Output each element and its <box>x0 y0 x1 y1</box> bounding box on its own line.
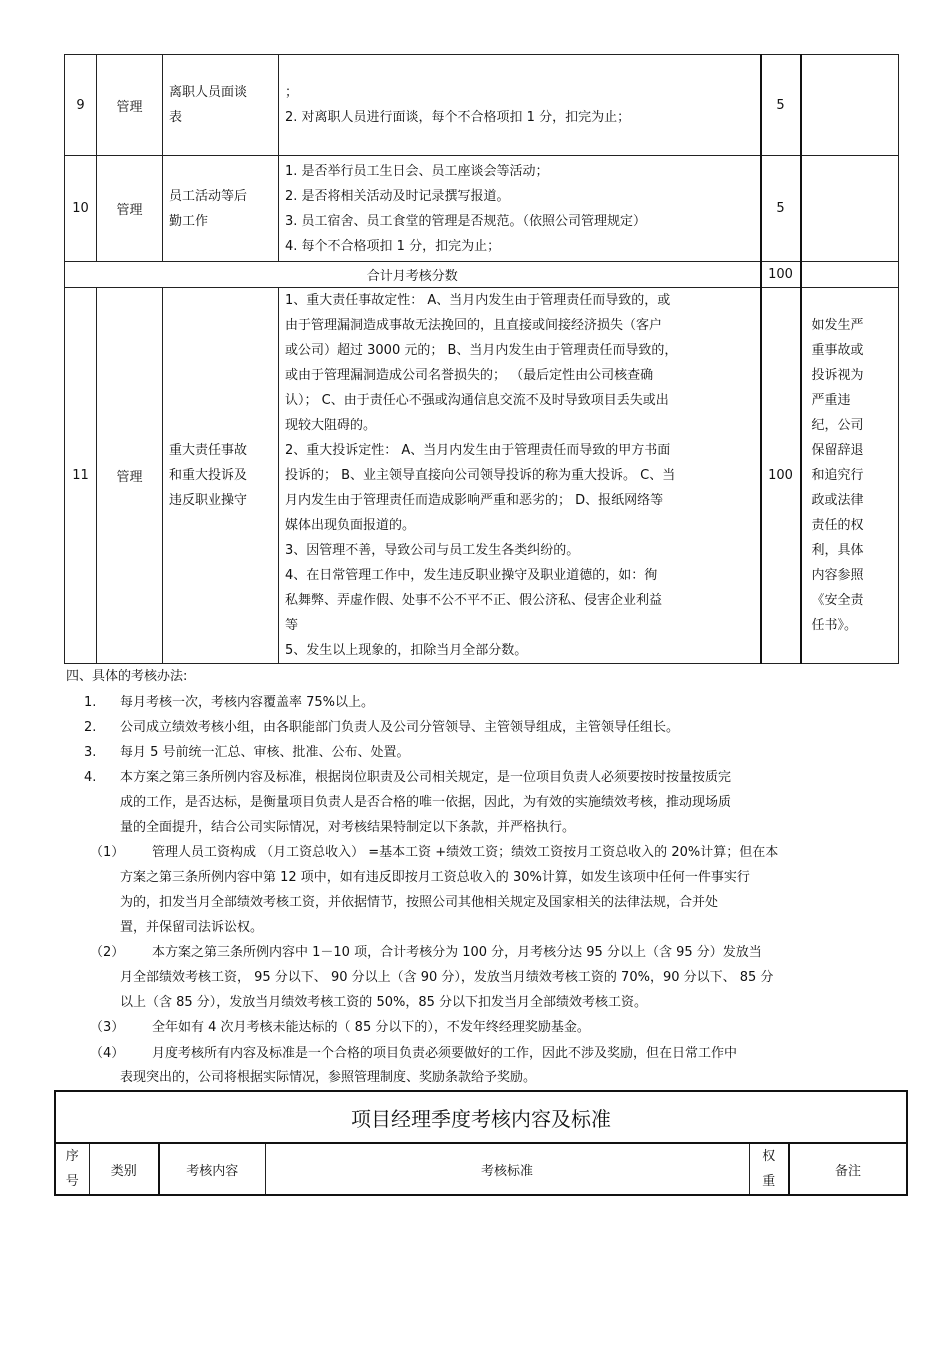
table-row <box>65 156 899 262</box>
row-content: 重大责任事故 和重大投诉及 违反职业操守 <box>163 288 279 664</box>
sub-item: 方案之第三条所例内容中第 12 项中，如有违反即按月工资总收入的 30%计算，如发生该项中任何一件事实行 <box>120 870 750 885</box>
sub-item-number: （2） <box>90 945 125 960</box>
header-weight: 权 重 <box>749 1143 789 1195</box>
sub-item: 表现突出的，公司将根据实际情况，参照管理制度、奖励条款给予奖励。 <box>120 1070 537 1085</box>
table-row <box>65 55 899 156</box>
sub-item: 为的，扣发当月全部绩效考核工资，并依据情节，按照公司其他相关规定及国家相关的法律法规，合并处 <box>120 895 719 910</box>
table-header-row <box>55 1143 907 1195</box>
row-note <box>801 55 899 156</box>
sub-item-number: （4） <box>90 1046 125 1061</box>
total-note <box>801 262 899 288</box>
row-category: 管理 <box>97 156 163 262</box>
assessment-table <box>64 54 899 664</box>
row-weight: 5 <box>761 55 801 156</box>
total-row <box>65 262 899 288</box>
row-number: 9 <box>65 55 97 156</box>
list-item-number: 2. <box>84 720 97 735</box>
row-standard: ； 2. 对离职人员进行面谈，每个不合格项扣 1 分，扣完为止； <box>279 55 761 156</box>
row-standard: 1、重大责任事故定性： A、当月内发生由于管理责任而导致的，或 由于管理漏洞造成事故无法挽回的，且直接或间接经济损失（客户 或公司）超过 3000 元的； B、当月内发生由于管理责任而导致的， 或由于管理漏洞造成公司名誉损失的； （最后定性由公司核查确 认）； C、由于责任心不强或沟通信息交流不及时导致项目丢失或出 现较大阻碍的。 2、重大投诉定性： A、当月内发生由于管理责任而导致的甲方书面 投诉的； B、业主领导直接向公司领导投诉的称为重大投诉。 C、当 月内发生由于管理责任而造成影响严重和恶劣的； D、报纸网络等 媒体出现负面报道的。 3、因管理不善，导致公司与员工发生各类纠纷的。 4、在日常管理工作中，发生违反职业操守及职业道德的，如：徇 私舞弊、弄虚作假、处事不公不平不正、假公济私、侵害企业利益 等 5、发生以上现象的，扣除当月全部分数。 <box>279 288 761 664</box>
table-title: 项目经理季度考核内容及标准 <box>55 1091 907 1143</box>
sub-item: 全年如有 4 次月考核未能达标的（ 85 分以下的），不发年终经理奖励基金。 <box>152 1020 590 1035</box>
row-weight: 100 <box>761 288 801 664</box>
list-item-number: 3. <box>84 745 97 760</box>
sub-item: 置，并保留司法诉讼权。 <box>120 920 264 935</box>
row-weight: 5 <box>761 156 801 262</box>
total-weight: 100 <box>761 262 801 288</box>
sub-item: 月度考核所有内容及标准是一个合格的项目负责必须要做好的工作，因此不涉及奖励，但在日常工作中 <box>152 1046 738 1061</box>
sub-item: 以上（含 85 分），发放当月绩效考核工资的 50%，85 分以下扣发当月全部绩效考核工资。 <box>120 995 648 1010</box>
table-row <box>65 288 899 664</box>
list-item: 成的工作，是否达标，是衡量项目负责人是否合格的唯一依据，因此，为有效的实施绩效考核，推动现场质 <box>120 795 732 810</box>
list-item: 每月 5 号前统一汇总、审核、批准、公布、处置。 <box>120 745 410 760</box>
row-note <box>801 156 899 262</box>
section-heading: 四、具体的考核办法: <box>66 669 188 684</box>
list-item: 量的全面提升，结合公司实际情况，对考核结果特制定以下条款，并严格执行。 <box>120 820 576 835</box>
row-number: 11 <box>65 288 97 664</box>
list-item-number: 4. <box>84 770 97 785</box>
row-content: 员工活动等后 勤工作 <box>163 156 279 262</box>
header-note: 备注 <box>789 1143 907 1195</box>
sub-item-number: （1） <box>90 845 125 860</box>
row-category: 管理 <box>97 55 163 156</box>
quarter-assessment-table <box>54 1090 908 1196</box>
sub-item: 本方案之第三条所例内容中 1－10 项，合计考核分为 100 分，月考核分达 95 分以上（含 95 分）发放当 <box>152 945 762 960</box>
row-number: 10 <box>65 156 97 262</box>
sub-item: 月全部绩效考核工资， 95 分以下、 90 分以上（含 90 分），发放当月绩效考核工资的 70%，90 分以下、 85 分 <box>120 970 774 985</box>
list-item: 公司成立绩效考核小组，由各职能部门负责人及公司分管领导、主管领导组成，主管领导任组长。 <box>120 720 680 735</box>
sub-item: 管理人员工资构成 （月工资总收入） =基本工资 +绩效工资；绩效工资按月工资总收入的 20%计算；但在本 <box>152 845 779 860</box>
header-no: 序 号 <box>55 1143 89 1195</box>
table-title-row <box>55 1091 907 1143</box>
row-content: 离职人员面谈 表 <box>163 55 279 156</box>
row-standard: 1. 是否举行员工生日会、员工座谈会等活动； 2. 是否将相关活动及时记录撰写报道。 3. 员工宿舍、员工食堂的管理是否规范。（依照公司管理规定） 4. 每个不合格项扣 1 分，扣完为止； <box>279 156 761 262</box>
list-item: 本方案之第三条所例内容及标准，根据岗位职责及公司相关规定，是一位项目负责人必须要按时按量按质完 <box>120 770 732 785</box>
header-category: 类别 <box>89 1143 159 1195</box>
list-item-number: 1. <box>84 695 97 710</box>
total-label: 合计月考核分数 <box>65 262 761 288</box>
header-standard: 考核标准 <box>265 1143 749 1195</box>
sub-item-number: （3） <box>90 1020 125 1035</box>
list-item: 每月考核一次，考核内容覆盖率 75%以上。 <box>120 695 375 710</box>
row-note: 如发生严 重事故或 投诉视为 严重违 纪，公司 保留辞退 和追究行 政或法律 责任的权 利，具体 内容参照 《安全责 任书》。 <box>801 288 899 664</box>
header-content: 考核内容 <box>159 1143 265 1195</box>
row-category: 管理 <box>97 288 163 664</box>
